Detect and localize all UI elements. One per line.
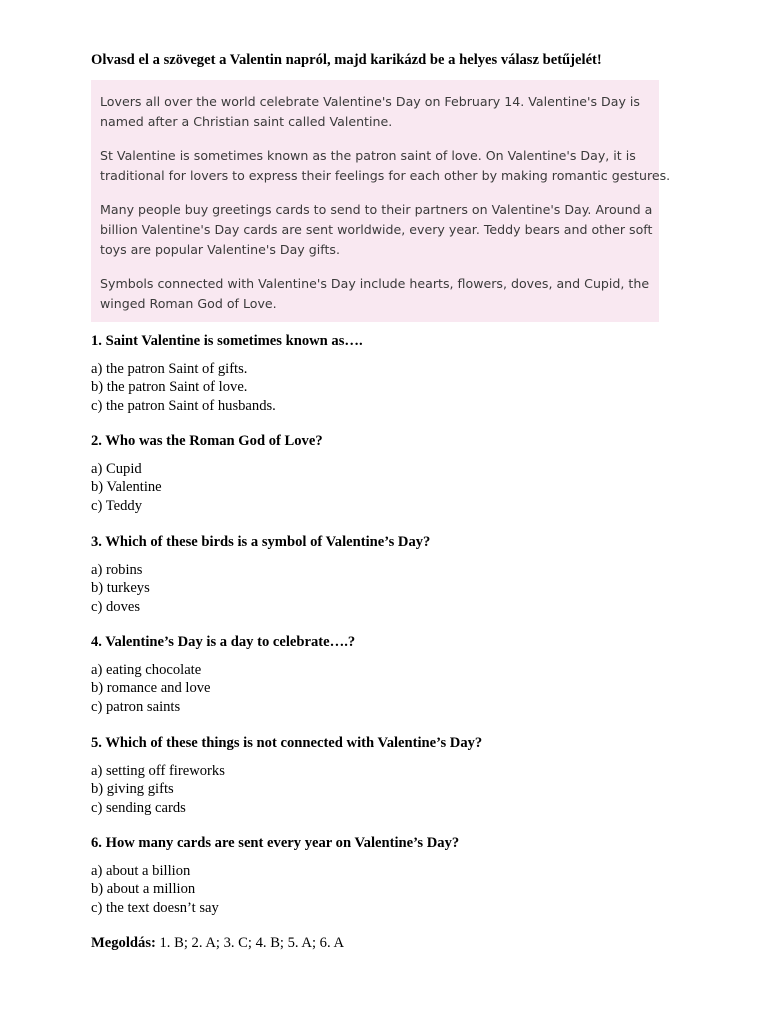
answer-options xyxy=(91,561,691,616)
answer-option[interactable]: a) robins xyxy=(91,562,143,578)
answer-option[interactable]: b) turkeys xyxy=(91,580,150,597)
answer-option[interactable]: b) Valentine xyxy=(91,479,162,496)
reading-passage xyxy=(91,80,671,322)
answer-option[interactable]: a) eating chocolate xyxy=(91,662,202,678)
question-title: 6. How many cards are sent every year on Valentine’s Day? xyxy=(91,835,460,851)
question-title: 4. Valentine’s Day is a day to celebrate….? xyxy=(91,634,356,650)
question-title: 1. Saint Valentine is sometimes known as…. xyxy=(91,333,363,349)
question-title: 5. Which of these things is not connected with Valentine’s Day? xyxy=(91,735,483,751)
answer-option[interactable]: b) about a million xyxy=(91,881,196,898)
answer-option[interactable]: b) giving gifts xyxy=(91,781,174,798)
question-title: 2. Who was the Roman God of Love? xyxy=(91,433,323,449)
answer-option[interactable]: c) doves xyxy=(91,598,141,615)
question-5 xyxy=(91,734,691,817)
answer-option[interactable]: a) Cupid xyxy=(91,461,142,477)
answer-options xyxy=(91,661,691,716)
question-4 xyxy=(91,633,691,716)
answer-option[interactable]: a) the patron Saint of gifts. xyxy=(91,361,248,377)
answer-option[interactable]: a) setting off fireworks xyxy=(91,763,225,779)
answer-options xyxy=(91,862,691,917)
instruction-heading: Olvasd el a szöveget a Valentin napról, majd karikázd be a helyes válasz betűjelét! xyxy=(91,52,602,68)
question-title: 3. Which of these birds is a symbol of Valentine’s Day? xyxy=(91,534,431,550)
answer-options xyxy=(91,762,691,817)
answer-option[interactable]: b) romance and love xyxy=(91,680,211,697)
question-6 xyxy=(91,834,691,917)
passage-paragraph: Symbols connected with Valentine's Day include hearts, flowers, doves, and Cupid, the winged Roman God of Love. xyxy=(100,276,650,311)
passage-paragraph: Lovers all over the world celebrate Valentine's Day on February 14. Valentine's Day is named after a Christian saint called Valentine. xyxy=(100,94,640,129)
answer-option[interactable]: c) the text doesn’t say xyxy=(91,899,219,916)
answer-option[interactable]: c) Teddy xyxy=(91,497,142,514)
passage-paragraph: Many people buy greetings cards to send to their partners on Valentine's Day. Around a billion Valentine's Day cards are sent worldwide, every year. Teddy bears and other soft toys are popular Valentine's Day gifts. xyxy=(100,202,653,257)
question-3 xyxy=(91,533,691,616)
answer-option[interactable]: a) about a billion xyxy=(91,863,191,879)
question-1 xyxy=(91,332,691,415)
question-2 xyxy=(91,432,691,515)
answer-key-label: Megoldás: xyxy=(91,935,156,951)
answer-key xyxy=(91,934,344,952)
answer-option[interactable]: c) patron saints xyxy=(91,698,181,715)
answer-option[interactable]: c) the patron Saint of husbands. xyxy=(91,397,276,414)
answer-options xyxy=(91,360,691,415)
answer-options xyxy=(91,460,691,515)
answer-option[interactable]: b) the patron Saint of love. xyxy=(91,379,248,396)
answer-option[interactable]: c) sending cards xyxy=(91,799,186,816)
passage-paragraph: St Valentine is sometimes known as the patron saint of love. On Valentine's Day, it is traditional for lovers to express their feelings for each other by making romantic gestures. xyxy=(100,148,671,183)
answer-key-text: 1. B; 2. A; 3. C; 4. B; 5. A; 6. A xyxy=(155,935,344,951)
